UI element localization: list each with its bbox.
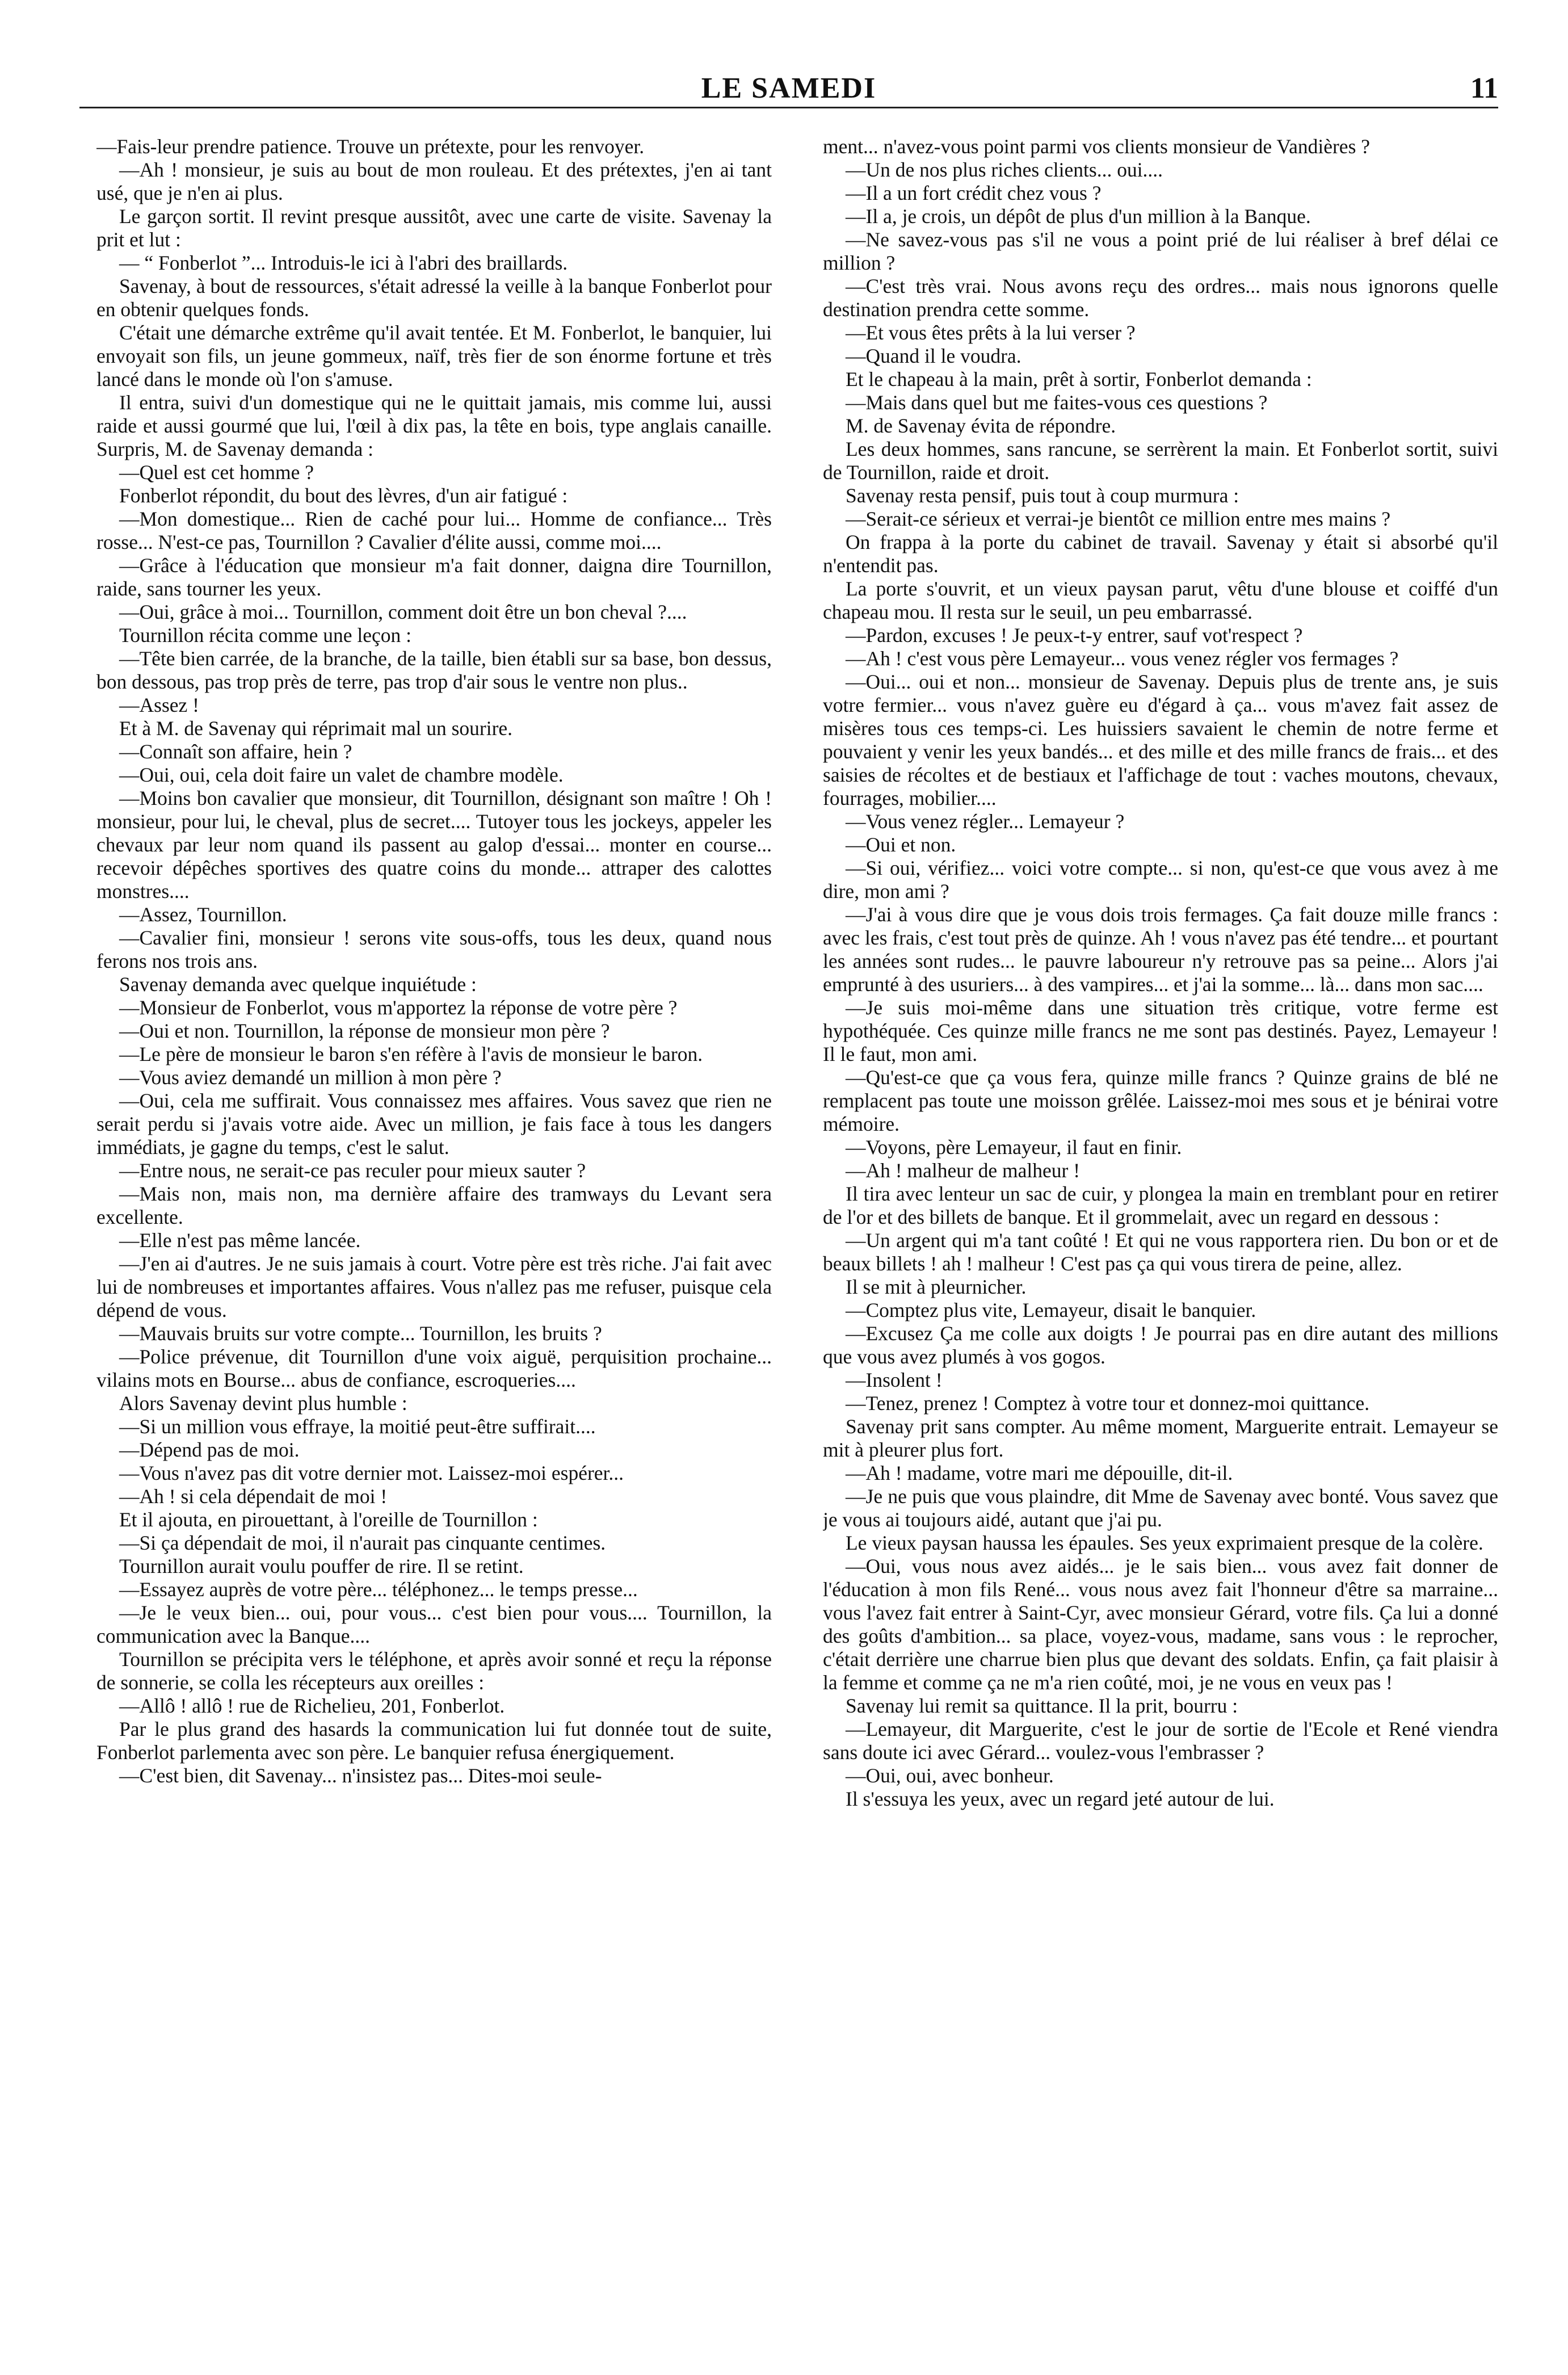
paragraph: —Fais-leur prendre patience. Trouve un prétexte, pour les renvoyer.: [96, 135, 645, 158]
paragraph: —Si ça dépendait de moi, il n'aurait pas cinquante centimes.: [119, 1531, 606, 1554]
left-text-column: [96, 135, 772, 2338]
paragraph: La porte s'ouvrit, et un vieux paysan parut, vêtu d'une blouse et coiffé d'un chapeau mou. Il resta sur le seuil, un peu embarrassé.: [823, 577, 1498, 623]
paragraph: Et à M. de Savenay qui réprimait mal un sourire.: [119, 717, 513, 740]
paragraph: —Elle n'est pas même lancée.: [119, 1229, 361, 1252]
paragraph: Il tira avec lenteur un sac de cuir, y plongea la main en tremblant pour en retirer de l'or et des billets de banque. Et il grommelait, avec un regard en dessous :: [823, 1182, 1498, 1228]
paragraph: —Allô ! allô ! rue de Richelieu, 201, Fonberlot.: [119, 1694, 505, 1717]
paragraph: —Quel est cet homme ?: [119, 461, 314, 484]
paragraph: M. de Savenay évita de répondre.: [846, 414, 1116, 437]
paragraph: Par le plus grand des hasards la communication lui fut donnée tout de suite, Fonberlot parlementa avec son père. Le banquier refusa énergiquement.: [96, 1718, 772, 1764]
paragraph: Il s'essuya les yeux, avec un regard jeté autour de lui.: [846, 1787, 1275, 1810]
paragraph: Le garçon sortit. Il revint presque aussitôt, avec une carte de visite. Savenay la prit et lut :: [96, 205, 772, 251]
paragraph: —Essayez auprès de votre père... téléphonez... le temps presse...: [119, 1578, 638, 1601]
paragraph: —Serait-ce sérieux et verrai-je bientôt ce million entre mes mains ?: [846, 507, 1391, 530]
paragraph: Il se mit à pleurnicher.: [846, 1275, 1027, 1298]
paragraph: Il entra, suivi d'un domestique qui ne le quittait jamais, mis comme lui, aussi raide et aussi gourmé que lui, l'œil à dix pas, la tête en bois, type anglais canaille. Surpris, M. de Savenay demanda :: [96, 391, 772, 460]
paragraph: —Mon domestique... Rien de caché pour lui... Homme de confiance... Très rosse... N'est-ce pas, Tournillon ? Cavalier d'élite aussi, comme moi....: [96, 507, 772, 553]
paragraph: —Ah ! monsieur, je suis au bout de mon rouleau. Et des prétextes, j'en ai tant usé, que je n'en ai plus.: [96, 158, 772, 204]
paragraph: —Oui, oui, cela doit faire un valet de chambre modèle.: [119, 763, 564, 786]
paragraph: —Je ne puis que vous plaindre, dit Mme de Savenay avec bonté. Vous savez que je vous ai toujours aidé, autant que j'ai pu.: [823, 1485, 1498, 1531]
paragraph: Savenay lui remit sa quittance. Il la prit, bourru :: [846, 1694, 1238, 1717]
paragraph: —Ah ! malheur de malheur !: [846, 1159, 1081, 1182]
paragraph: —Assez !: [119, 694, 199, 716]
paragraph: —C'est bien, dit Savenay... n'insistez pas... Dites-moi seule-: [119, 1764, 602, 1787]
paragraph: —Je le veux bien... oui, pour vous... c'est bien pour vous.... Tournillon, la communication avec la Banque....: [96, 1601, 772, 1647]
paragraph: —Assez, Tournillon.: [119, 903, 287, 926]
paragraph: —Un de nos plus riches clients... oui....: [846, 158, 1163, 181]
paragraph: Le vieux paysan haussa les épaules. Ses yeux exprimaient presque de la colère.: [846, 1531, 1483, 1554]
paragraph: —Vous venez régler... Lemayeur ?: [846, 810, 1125, 833]
paragraph: Et le chapeau à la main, prêt à sortir, Fonberlot demanda :: [846, 368, 1312, 391]
paragraph: —Oui, oui, avec bonheur.: [846, 1764, 1054, 1787]
paragraph: —Entre nous, ne serait-ce pas reculer pour mieux sauter ?: [119, 1159, 586, 1182]
paragraph: —Oui... oui et non... monsieur de Savenay. Depuis plus de trente ans, je suis votre fermier... vous n'avez guère eu d'égard à ça... vous m'avez fait assez de misères tous ces temps-ci. Les huissiers savaient le chemin de notre ferme et pouvaient y venir les yeux bandés... et des mille et des mille francs de frais... et des saisies de récoltes et de bestiaux et l'affichage de tout : vaches moutons, chevaux, fourrages, mobilier....: [823, 670, 1498, 809]
paragraph: —Un argent qui m'a tant coûté ! Et qui ne vous rapportera rien. Du bon or et de beaux billets ! ah ! malheur ! C'est pas ça qui vous tirera de peine, allez.: [823, 1229, 1498, 1275]
paragraph: Et il ajouta, en pirouettant, à l'oreille de Tournillon :: [119, 1508, 538, 1531]
paragraph: —Tête bien carrée, de la branche, de la taille, bien établi sur sa base, bon dessus, bon dessous, pas trop près de terre, pas trop d'air sous le ventre non plus..: [96, 647, 772, 693]
paragraph: Savenay, à bout de ressources, s'était adressé la veille à la banque Fonberlot pour en obtenir quelques fonds.: [96, 275, 772, 321]
paragraph: —Oui, grâce à moi... Tournillon, comment doit être un bon cheval ?....: [119, 601, 687, 623]
paragraph: Fonberlot répondit, du bout des lèvres, d'un air fatigué :: [119, 484, 568, 507]
paragraph: —Cavalier fini, monsieur ! serons vite sous-offs, tous les deux, quand nous ferons nos trois ans.: [96, 926, 772, 972]
paragraph: —Lemayeur, dit Marguerite, c'est le jour de sortie de l'Ecole et René viendra sans doute ici avec Gérard... voulez-vous l'embrasser ?: [823, 1718, 1498, 1764]
paragraph: —Comptez plus vite, Lemayeur, disait le banquier.: [846, 1299, 1256, 1321]
paragraph: —Ah ! c'est vous père Lemayeur... vous venez régler vos fermages ?: [846, 647, 1399, 670]
paragraph: —Oui et non.: [846, 833, 956, 856]
paragraph: —Ne savez-vous pas s'il ne vous a point prié de lui réaliser à bref délai ce million ?: [823, 228, 1498, 274]
paragraph: —Vous n'avez pas dit votre dernier mot. Laissez-moi espérer...: [119, 1462, 624, 1484]
paragraph: —Pardon, excuses ! Je peux-t-y entrer, sauf vot'respect ?: [846, 624, 1303, 647]
paragraph: —Oui, vous nous avez aidés... je le sais bien... vous avez fait donner de l'éducation à mon fils René... vous nous avez fait l'honneur d'être sa marraine... vous l'avez fait entrer à Saint-Cyr, avec monsieur Gérard, votre fils. Ça lui a donné des goûts d'ambition... sa place, voyez-vous, madame, sans vous : le reprocher, c'était derrière une charrue bien plus que devant des soldats. Enfin, ça fait plaisir à la femme et comme ça ne m'a rien coûté, moi, je ne vous en veux pas !: [823, 1555, 1498, 1694]
paragraph: Tournillon se précipita vers le téléphone, et après avoir sonné et reçu la réponse de sonnerie, se colla les récepteurs aux oreilles :: [96, 1648, 772, 1694]
paragraph: —Voyons, père Lemayeur, il faut en finir.: [846, 1136, 1182, 1159]
paragraph: —J'en ai d'autres. Je ne suis jamais à court. Votre père est très riche. J'ai fait avec lui de nombreuses et importantes affaires. Vous n'allez pas me refuser, puisque cela dépend de vous.: [96, 1252, 772, 1321]
paragraph: —Vous aviez demandé un million à mon père ?: [119, 1066, 502, 1089]
paragraph: —Qu'est-ce que ça vous fera, quinze mille francs ? Quinze grains de blé ne remplacent pas toute une moisson grêlée. Laissez-moi mes sous et je bénirai votre mémoire.: [823, 1066, 1498, 1135]
paragraph: —Et vous êtes prêts à la lui verser ?: [846, 321, 1136, 344]
paragraph: —Connaît son affaire, hein ?: [119, 740, 352, 763]
paragraph: Savenay resta pensif, puis tout à coup murmura :: [846, 484, 1239, 507]
paragraph: —Si un million vous effraye, la moitié peut-être suffirait....: [119, 1415, 596, 1438]
page-header: [79, 61, 1498, 108]
paragraph: Tournillon aurait voulu pouffer de rire. Il se retint.: [119, 1555, 524, 1577]
newspaper-title: LE SAMEDI: [701, 72, 877, 104]
paragraph: ment... n'avez-vous point parmi vos clients monsieur de Vandières ?: [823, 135, 1371, 158]
paragraph: Savenay demanda avec quelque inquiétude :: [119, 973, 477, 996]
paragraph: —Ah ! madame, votre mari me dépouille, dit-il.: [846, 1462, 1233, 1484]
paragraph: —Il a un fort crédit chez vous ?: [846, 182, 1102, 204]
paragraph: —Dépend pas de moi.: [119, 1438, 300, 1461]
paragraph: — “ Fonberlot ”... Introduis-le ici à l'abri des braillards.: [119, 251, 568, 274]
paragraph: —Oui, cela me suffirait. Vous connaissez mes affaires. Vous savez que rien ne serait perdu si j'avais votre aide. Avec un million, je fais face à tous les dangers immédiats, je gagne du temps, c'est le salut.: [96, 1089, 772, 1159]
paragraph: —Excusez Ça me colle aux doigts ! Je pourrai pas en dire autant des millions que vous avez plumés à vos gogos.: [823, 1322, 1498, 1368]
paragraph: —C'est très vrai. Nous avons reçu des ordres... mais nous ignorons quelle destination prendra cette somme.: [823, 275, 1498, 321]
paragraph: —Quand il le voudra.: [846, 345, 1021, 367]
paragraph: —J'ai à vous dire que je vous dois trois fermages. Ça fait douze mille francs : avec les frais, c'est tout près de quinze. Ah ! vous n'avez pas été tendre... et pourtant les années sont rudes... le pauvre laboureur n'y retrouve pas sa peine... Alors j'ai emprunté à des usuriers... à des vampires... et j'ai la somme... là... dans mon sac....: [823, 903, 1498, 996]
paragraph: —Insolent !: [846, 1369, 943, 1391]
paragraph: —Il a, je crois, un dépôt de plus d'un million à la Banque.: [846, 205, 1311, 228]
paragraph: Alors Savenay devint plus humble :: [119, 1392, 407, 1415]
paragraph: —Ah ! si cela dépendait de moi !: [119, 1485, 388, 1508]
paragraph: —Oui et non. Tournillon, la réponse de monsieur mon père ?: [119, 1019, 610, 1042]
paragraph: On frappa à la porte du cabinet de travail. Savenay y était si absorbé qu'il n'entendit pas.: [823, 531, 1498, 577]
paragraph: —Mais non, mais non, ma dernière affaire des tramways du Levant sera excellente.: [96, 1182, 772, 1228]
paragraph: C'était une démarche extrême qu'il avait tentée. Et M. Fonberlot, le banquier, lui envoyait son fils, un jeune gommeux, naïf, très fier de son énorme fortune et très lancé dans le monde où l'on s'amuse.: [96, 321, 772, 391]
paragraph: —Je suis moi-même dans une situation très critique, votre ferme est hypothéquée. Ces quinze mille francs ne me sont pas destinés. Payez, Lemayeur ! Il le faut, mon ami.: [823, 996, 1498, 1065]
paragraph: —Grâce à l'éducation que monsieur m'a fait donner, daigna dire Tournillon, raide, sans tourner les yeux.: [96, 554, 772, 600]
paragraph: —Mauvais bruits sur votre compte... Tournillon, les bruits ?: [119, 1322, 602, 1345]
paragraph: —Tenez, prenez ! Comptez à votre tour et donnez-moi quittance.: [846, 1392, 1370, 1415]
paragraph: Tournillon récita comme une leçon :: [119, 624, 412, 647]
paragraph: Savenay prit sans compter. Au même moment, Marguerite entrait. Lemayeur se mit à pleurer plus fort.: [823, 1415, 1498, 1461]
right-text-column: [823, 135, 1498, 2338]
paragraph: —Moins bon cavalier que monsieur, dit Tournillon, désignant son maître ! Oh ! monsieur, pour lui, le cheval, plus de secret.... Tutoyer tous les jockeys, appeler les chevaux par leur nom quand ils passent au galop d'essai... monter en course... recevoir dépêches sportives des quatre coins du monde... attraper des calottes monstres....: [96, 787, 772, 903]
paragraph: —Si oui, vérifiez... voici votre compte... si non, qu'est-ce que vous avez à me dire, mon ami ?: [823, 857, 1498, 903]
paragraph: —Monsieur de Fonberlot, vous m'apportez la réponse de votre père ?: [119, 996, 678, 1019]
paragraph: —Police prévenue, dit Tournillon d'une voix aiguë, perquisition prochaine... vilains mots en Bourse... abus de confiance, escroqueries....: [96, 1345, 772, 1391]
paragraph: Les deux hommes, sans rancune, se serrèrent la main. Et Fonberlot sortit, suivi de Tournillon, raide et droit.: [823, 438, 1498, 484]
page-number: 11: [1470, 72, 1498, 104]
paragraph: —Le père de monsieur le baron s'en réfère à l'avis de monsieur le baron.: [119, 1043, 703, 1065]
paragraph: —Mais dans quel but me faites-vous ces questions ?: [846, 391, 1268, 414]
